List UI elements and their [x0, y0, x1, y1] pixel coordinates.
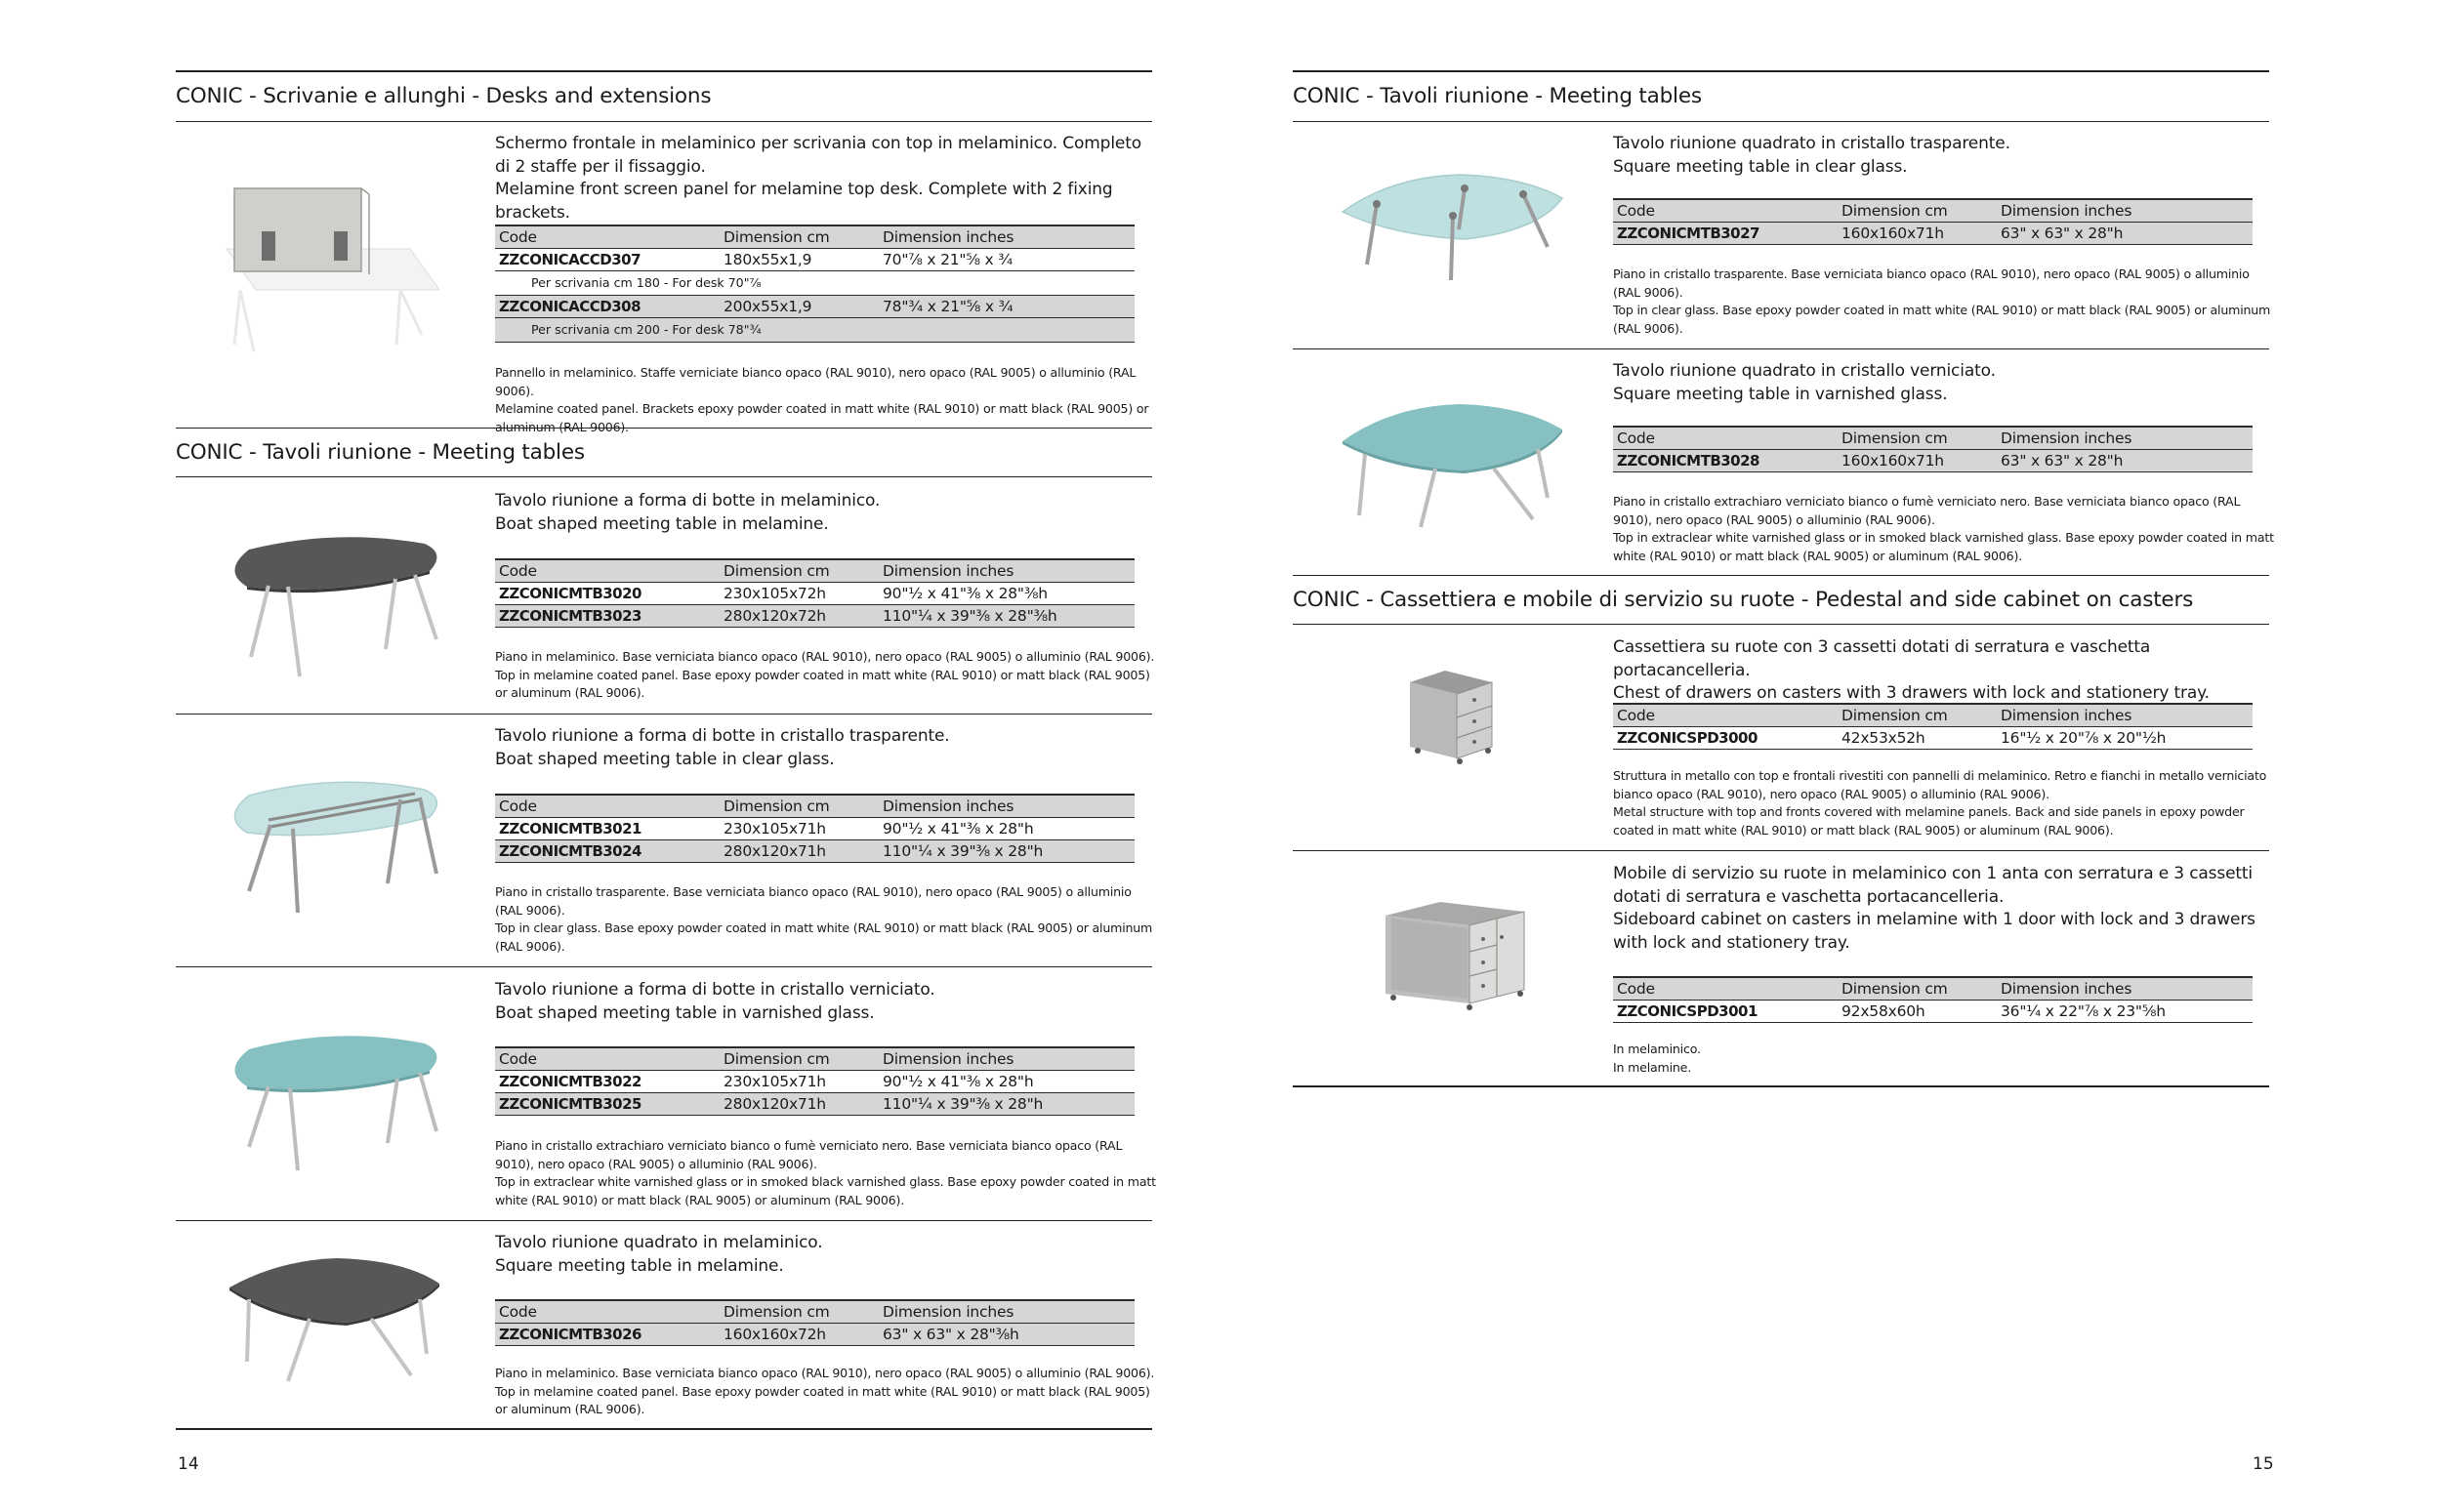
item-description: Mobile di servizio su ruote in melaminico con 1 anta con serratura e 3 cassetti dotati di serratura e vaschetta portacancelleria. Sideboard cabinet on casters in melamine with 1 door with lock and 3 drawers with lock and stationery tray.: [1613, 864, 2255, 953]
bottom-rule: [176, 1428, 1152, 1430]
page-number: 14: [178, 1454, 199, 1474]
table-row: ZZCONICMTB3024 280x120x71h 110"¼ x 39"³⁄₈ x 28"h: [495, 840, 1135, 863]
boat-table-clear-glass-image: [220, 776, 454, 932]
product-table: [495, 1046, 1135, 1116]
item-description: Tavolo riunione quadrato in melaminico. Square meeting table in melamine.: [495, 1233, 823, 1276]
table-subrow: Per scrivania cm 180 - For desk 70"⁷⁄₈: [495, 271, 1135, 296]
divider: [176, 966, 1152, 967]
product-table: [495, 558, 1135, 628]
table-header: Code Dimension cm Dimension inches: [495, 794, 1135, 818]
table-row: ZZCONICMTB3023 280x120x72h 110"¼ x 39"³⁄₈ x 28"³⁄₈h: [495, 605, 1135, 628]
table-header: Code Dimension cm Dimension inches: [495, 1299, 1135, 1324]
table-row: ZZCONICMTB3020 230x105x72h 90"½ x 41"³⁄₈ x 28"³⁄₈h: [495, 583, 1135, 605]
desk-screen-image: [205, 181, 439, 366]
square-table-varnished-glass-image: [1338, 400, 1572, 556]
table-row: ZZCONICMTB3027 160x160x71h 63" x 63" x 28"h: [1613, 223, 2253, 245]
square-table-melamine-image: [220, 1254, 454, 1410]
boat-table-melamine-image: [220, 532, 454, 688]
table-row: ZZCONICACCD307 180x55x1,9 70"⁷⁄₈ x 21"⁵⁄₈ x ¾: [495, 249, 1135, 271]
section-title-meeting-tables: CONIC - Tavoli riunione - Meeting tables: [1293, 84, 1702, 108]
table-row: ZZCONICSPD3001 92x58x60h 36"¼ x 22"⁷⁄₈ x 23"⁵⁄₈h: [1613, 1001, 2253, 1023]
item-description: Cassettiera su ruote con 3 cassetti dotati di serratura e vaschetta portacancelleria. Chest of drawers on casters with 3 drawers with lock and stationery tray.: [1613, 637, 2210, 703]
item-note: Pannello in melaminico. Staffe verniciate bianco opaco (RAL 9010), nero opaco (RAL 9005) o alluminio (RAL 9006). Melamine coated panel. Brackets epoxy powder coated in matt white (RAL 9010) or matt black (RAL 9005) or aluminum (RAL 9006).: [495, 365, 1149, 434]
table-row: ZZCONICMTB3028 160x160x71h 63" x 63" x 28"h: [1613, 450, 2253, 472]
square-table-clear-glass-image: [1338, 171, 1572, 298]
table-header: Code Dimension cm Dimension inches: [495, 225, 1135, 249]
pedestal-image: [1406, 669, 1499, 766]
divider: [176, 428, 1152, 429]
product-table: [495, 225, 1135, 343]
product-table: [495, 794, 1135, 863]
table-header: Code Dimension cm Dimension inches: [1613, 426, 2253, 450]
section-title-meeting-tables: CONIC - Tavoli riunione - Meeting tables: [176, 440, 585, 465]
divider: [1293, 575, 2269, 576]
item-note: Struttura in metallo con top e frontali rivestiti con pannelli di melaminico. Retro e fianchi in metallo verniciato bianco opaco (RAL 9010), nero opaco (RAL 9005) o alluminio (RAL 9006). Metal structure with top and fronts covered with melamine panels. Back and side panels in epoxy powder coated in matt white (RAL 9010) or matt black (RAL 9005) or aluminum (RAL 9006).: [1613, 768, 2267, 838]
top-rule: [176, 70, 1152, 72]
product-table: [1613, 198, 2253, 245]
item-description: Tavolo riunione quadrato in cristallo verniciato. Square meeting table in varnished glass.: [1613, 361, 1996, 404]
item-note: Piano in cristallo trasparente. Base verniciata bianco opaco (RAL 9010), nero opaco (RAL 9005) o alluminio (RAL 9006). Top in clear glass. Base epoxy powder coated in matt white (RAL 9010) or matt black (RAL 9005) or aluminum (RAL 9006).: [495, 884, 1153, 954]
product-table: [495, 1299, 1135, 1346]
bottom-rule: [1293, 1085, 2269, 1087]
table-header: Code Dimension cm Dimension inches: [495, 1046, 1135, 1071]
table-row: ZZCONICMTB3025 280x120x71h 110"¼ x 39"³⁄₈ x 28"h: [495, 1093, 1135, 1116]
section-rule: [176, 476, 1152, 477]
item-note: Piano in cristallo extrachiaro verniciato bianco o fumè verniciato nero. Base verniciata bianco opaco (RAL 9010), nero opaco (RAL 9005) o alluminio (RAL 9006). Top in extraclear white varnished glass or in smoked black varnished glass. Base epoxy powder coated in matt white (RAL 9010) or matt black (RAL 9005) or aluminum (RAL 9006).: [495, 1138, 1156, 1207]
divider: [176, 1220, 1152, 1221]
table-header: Code Dimension cm Dimension inches: [495, 558, 1135, 583]
page-number: 15: [2253, 1454, 2274, 1474]
boat-table-varnished-glass-image: [220, 1030, 454, 1186]
item-note: Piano in cristallo trasparente. Base verniciata bianco opaco (RAL 9010), nero opaco (RAL 9005) o alluminio (RAL 9006). Top in clear glass. Base epoxy powder coated in matt white (RAL 9010) or matt black (RAL 9005) or aluminum (RAL 9006).: [1613, 266, 2271, 336]
table-row: ZZCONICMTB3021 230x105x71h 90"½ x 41"³⁄₈ x 28"h: [495, 818, 1135, 840]
product-table: [1613, 976, 2253, 1023]
table-header: Code Dimension cm Dimension inches: [1613, 703, 2253, 727]
divider: [1293, 850, 2269, 851]
table-row: ZZCONICSPD3000 42x53x52h 16"½ x 20"⁷⁄₈ x 20"½h: [1613, 727, 2253, 750]
section-rule: [1293, 624, 2269, 625]
item-description: Tavolo riunione quadrato in cristallo trasparente. Square meeting table in clear glass.: [1613, 134, 2010, 177]
item-note: In melaminico. In melamine.: [1613, 1042, 1701, 1075]
table-subrow: Per scrivania cm 200 - For desk 78"¾: [495, 318, 1135, 343]
side-cabinet-image: [1382, 898, 1528, 1015]
table-row: ZZCONICMTB3026 160x160x72h 63" x 63" x 28"³⁄₈h: [495, 1324, 1135, 1346]
table-row: ZZCONICMTB3022 230x105x71h 90"½ x 41"³⁄₈ x 28"h: [495, 1071, 1135, 1093]
table-header: Code Dimension cm Dimension inches: [1613, 976, 2253, 1001]
divider: [1293, 348, 2269, 349]
section-title-pedestals: CONIC - Cassettiera e mobile di servizio su ruote - Pedestal and side cabinet on casters: [1293, 588, 2194, 612]
item-description: Tavolo riunione a forma di botte in melaminico. Boat shaped meeting table in melamine.: [495, 491, 881, 534]
item-note: Piano in melaminico. Base verniciata bianco opaco (RAL 9010), nero opaco (RAL 9005) o alluminio (RAL 9006). Top in melamine coated panel. Base epoxy powder coated in matt white (RAL 9010) or matt black (RAL 9005) or aluminum (RAL 9006).: [495, 649, 1155, 700]
item-note: Piano in cristallo extrachiaro verniciato bianco o fumè verniciato nero. Base verniciata bianco opaco (RAL 9010), nero opaco (RAL 9005) o alluminio (RAL 9006). Top in extraclear white varnished glass or in smoked black varnished glass. Base epoxy powder coated in matt white (RAL 9010) or matt black (RAL 9005) or aluminum (RAL 9006).: [1613, 494, 2274, 563]
table-header: Code Dimension cm Dimension inches: [1613, 198, 2253, 223]
top-rule: [1293, 70, 2269, 72]
item-description: Schermo frontale in melaminico per scrivania con top in melaminico. Completo di 2 staffe per il fissaggio. Melamine front screen panel for melamine top desk. Complete with 2 fixing brackets.: [495, 134, 1141, 223]
item-description: Tavolo riunione a forma di botte in cristallo trasparente. Boat shaped meeting table in clear glass.: [495, 726, 950, 769]
divider: [176, 714, 1152, 715]
item-note: Piano in melaminico. Base verniciata bianco opaco (RAL 9010), nero opaco (RAL 9005) o alluminio (RAL 9006). Top in melamine coated panel. Base epoxy powder coated in matt white (RAL 9010) or matt black (RAL 9005) or aluminum (RAL 9006).: [495, 1366, 1155, 1416]
product-table: [1613, 703, 2253, 750]
section-title-desks: CONIC - Scrivanie e allunghi - Desks and extensions: [176, 84, 712, 108]
product-table: [1613, 426, 2253, 472]
table-row: ZZCONICACCD308 200x55x1,9 78"¾ x 21"⁵⁄₈ x ¾: [495, 296, 1135, 318]
item-description: Tavolo riunione a forma di botte in cristallo verniciato. Boat shaped meeting table in varnished glass.: [495, 980, 935, 1023]
section-rule: [1293, 121, 2269, 122]
section-rule: [176, 121, 1152, 122]
